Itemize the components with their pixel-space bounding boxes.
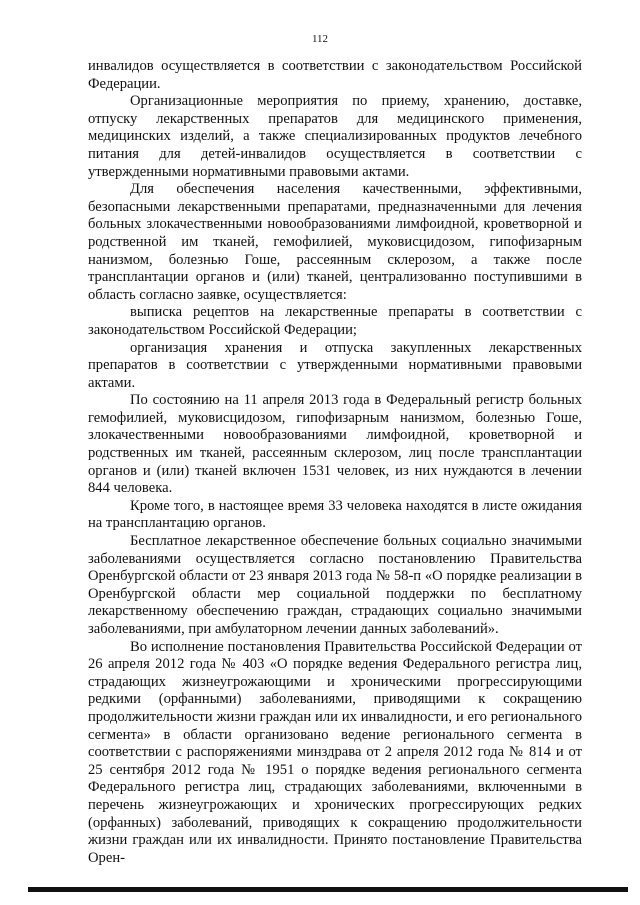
list-item-storage-dispensing: организация хранения и отпуска закупленных лекарственных препаратов в соответствии с утвержденными нормативными правовыми актами.	[88, 339, 582, 391]
paragraph-organizational-measures: Организационные мероприятия по приему, хранению, доставке, отпуску лекарственных препаратов для медицинского применения, медицинских изделий, а также специализированных продуктов лечебного питания для детей-инвалидов осуществляется в соответствии с утвержденными нормативными правовыми актами.	[88, 93, 582, 180]
list-item-prescriptions: выписка рецептов на лекарственные препараты в соответствии с законодательством Российской Федерации;	[88, 304, 582, 338]
page-number: 112	[311, 33, 329, 45]
bottom-rule	[28, 887, 628, 892]
paragraph-disabled-children-legislation: инвалидов осуществляется в соответствии с законодательством Российской Федерации.	[88, 58, 582, 92]
document-body	[88, 58, 582, 867]
paragraph-drug-provision-intro: Для обеспечения населения качественными, эффективными, безопасными лекарственными препаратами, предназначенными для лечения больных злокачественными новообразованиями лимфоидной, кроветворной и родственной им тканей, гемофилией, муковисцидозом, гипофизарным нанизмом, болезнью Гоше, рассеянным склерозом, а также после трансплантации органов и (или) тканей, централизованно поступившими в область согласно заявке, осуществляется:	[88, 181, 582, 303]
paragraph-orphan-register: Во исполнение постановления Правительства Российской Федерации от 26 апреля 2012 года № 403 «О порядке ведения Федерального регистра лиц, страдающих жизнеугрожающими и хроническими прогрессирующими редкими (орфанными) заболеваниями, приводящими к сокращению продолжительности жизни граждан или их инвалидности, и его регионального сегмента» в области организовано ведение регионального сегмента в соответствии с распоряжениями минздрава от 2 апреля 2012 года № 814 и от 25 сентября 2012 года № 1951 о порядке ведения регионального сегмента Федерального регистра лиц, страдающих заболеваниями, включенными в перечень жизнеугрожающих и хронических прогрессирующих редких (орфанных) заболеваний, приводящих к сокращению продолжительности жизни граждан или их инвалидности. Принято постановление Правительства Орен-	[88, 638, 582, 866]
paragraph-transplant-waiting-list: Кроме того, в настоящее время 33 человека находятся в листе ожидания на трансплантацию органов.	[88, 497, 582, 532]
paragraph-free-drug-provision: Бесплатное лекарственное обеспечение больных социально значимыми заболеваниями осуществляется согласно постановлению Правительства Оренбургской области от 23 января 2013 года № 58-п «О порядке реализации в Оренбургской области мер социальной поддержки по бесплатному лекарственному обеспечению граждан, страдающих социально значимыми заболеваниями, при амбулаторном лечении данных заболеваний».	[88, 533, 582, 637]
paragraph-federal-register-status: По состоянию на 11 апреля 2013 года в Федеральный регистр больных гемофилией, муковисцидозом, гипофизарным нанизмом, болезнью Гоше, злокачественными новообразованиями лимфоидной, кроветворной и родственных им тканей, рассеянным склерозом, лиц после трансплантации органов и (или) тканей включен 1531 человек, из них нуждаются в лечении 844 человека.	[88, 392, 582, 497]
